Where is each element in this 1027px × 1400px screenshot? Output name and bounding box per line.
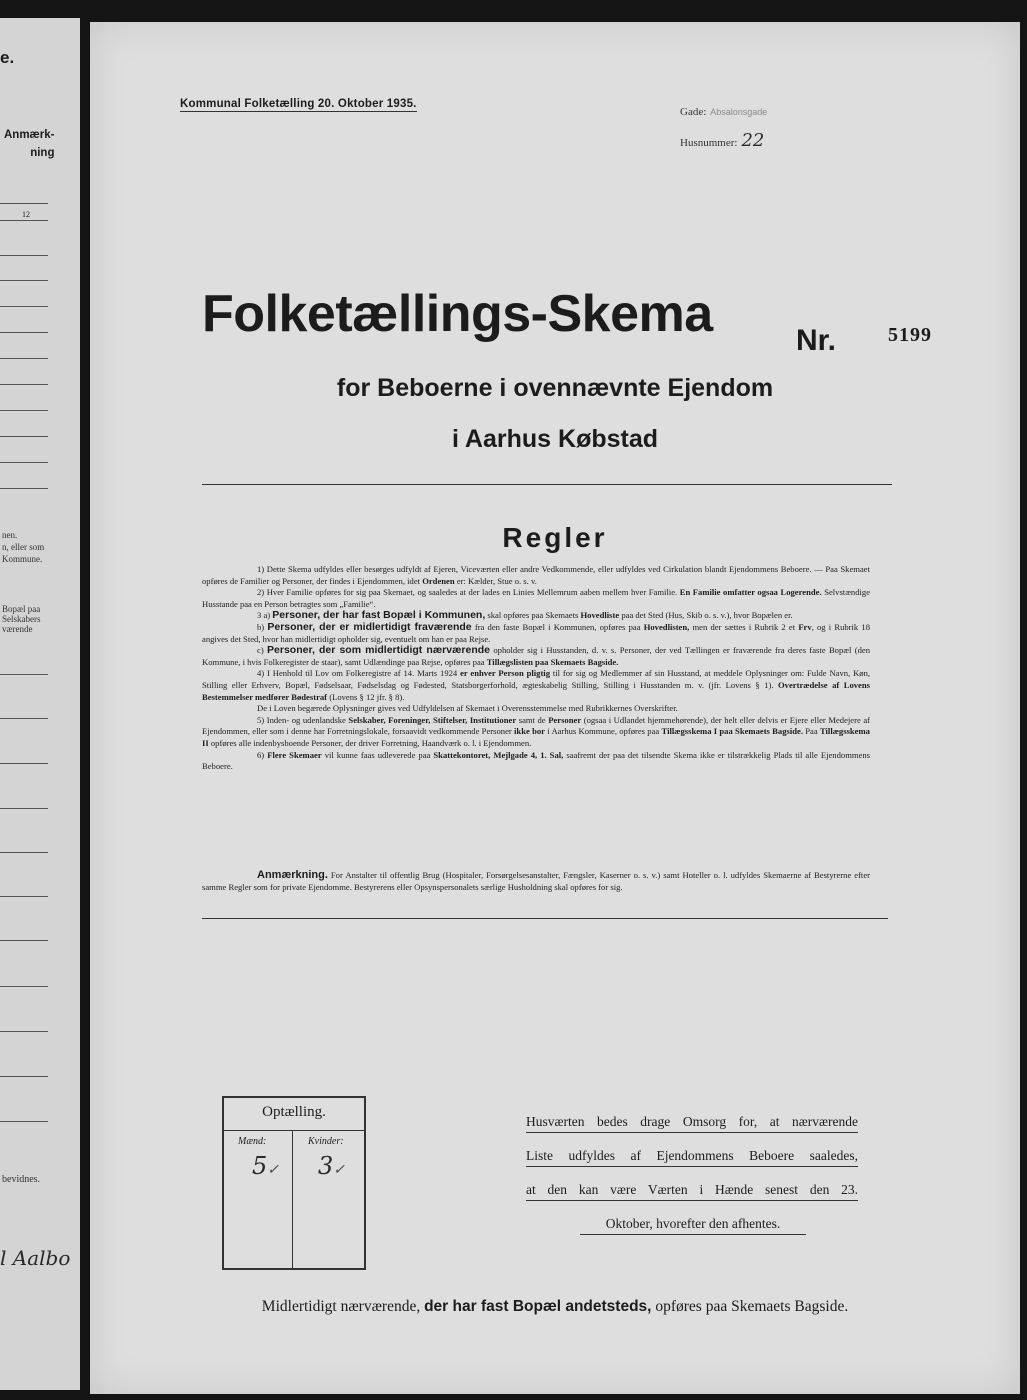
rule-2: 2) Hver Familie opføres for sig paa Skemaet, og saaledes at der lades en Linies Mellemrum aaben mellem hver Familie. En Familie omfatter ogsaa Logerende. Selvstændige Husstande paa en Person betragtes som „Familie“. bbox=[202, 587, 871, 609]
left-rule bbox=[0, 940, 48, 941]
left-rule bbox=[0, 852, 48, 853]
divider-rule bbox=[202, 484, 892, 485]
census-form-sheet bbox=[90, 22, 1020, 1394]
left-note-line: Bopæl paa bbox=[2, 604, 41, 614]
landlord-note-line: Liste udfyldes af Ejendommens Beboere saaledes, bbox=[526, 1148, 858, 1167]
left-rule bbox=[0, 436, 48, 437]
count-box-divider bbox=[292, 1130, 293, 1268]
left-note-line: bevidnes. bbox=[2, 1174, 41, 1185]
left-rule bbox=[0, 718, 48, 719]
women-label: Kvinder: bbox=[308, 1136, 344, 1147]
men-count: 5✓ bbox=[252, 1152, 280, 1180]
left-rule bbox=[0, 674, 48, 675]
rules-text bbox=[202, 564, 870, 773]
left-rule bbox=[0, 306, 48, 307]
left-rule bbox=[0, 462, 48, 463]
form-subtitle: for Beboerne i ovennævnte Ejendom bbox=[336, 374, 774, 402]
left-rule bbox=[0, 358, 48, 359]
left-rule bbox=[0, 986, 48, 987]
house-number-value: 22 bbox=[741, 130, 765, 151]
divider-rule bbox=[202, 918, 888, 919]
landlord-note-line: Oktober, hvorefter den afhentes. bbox=[580, 1216, 806, 1235]
left-rule bbox=[0, 280, 48, 281]
left-rule bbox=[0, 410, 48, 411]
left-rule bbox=[0, 255, 48, 256]
left-note-line: værende bbox=[2, 624, 33, 634]
left-rule bbox=[0, 763, 48, 764]
street-label: Gade: bbox=[680, 106, 707, 118]
left-rule bbox=[0, 488, 48, 489]
left-note-line: n, eller som bbox=[2, 542, 45, 552]
left-note-line: Selskabers bbox=[2, 614, 41, 624]
rule-6: 6) Flere Skemaer vil kunne faas udleverede paa Skattekontoret, Mejlgade 4, 1. Sal, saafremt der paa det tilsendte Skema ikke er tilstrækkelig Plads til alle Ejendommens Beboere. bbox=[202, 749, 871, 772]
women-count: 3✓ bbox=[318, 1152, 346, 1180]
rules-heading: Regler bbox=[502, 522, 608, 553]
house-number-label: Husnummer: bbox=[680, 137, 738, 149]
left-signature: l Aalbo bbox=[0, 1246, 71, 1270]
rule-4b: De i Loven begærede Oplysninger gives ved Udfyldelsen af Skemaet i Overensstemmelse med Rubrikkernes Overskrifter. bbox=[257, 703, 678, 714]
left-rule bbox=[0, 384, 48, 385]
landlord-note-line: at den kan være Værten i Hænde senest den 23. bbox=[526, 1182, 858, 1201]
rule-3a: 3 a) Personer, der har fast Bopæl i Kommunen, skal opføres paa Skemaets Hovedliste paa det Sted (Hus, Skib o. s. v.), hvor Bopælen er. bbox=[257, 609, 793, 622]
remark-body: For Anstalter til offentlig Brug (Hospitaler, Forsørgelsesanstalter, Fængsler, Kaserner o. s. v.) samt Hoteller o. l. udfyldes Skemaerne af Bestyrerne efter samme Regler som for private Ejendomme. Bestyrerens eller Opsynspersonalets særlige Husholdning skal opføres for sig. bbox=[202, 870, 870, 892]
remark-heading: Anmærkning. bbox=[257, 869, 328, 881]
rule-4: 4) I Henhold til Lov om Folkeregistre af 14. Marts 1924 er enhver Person pligtig til for sig og Medlemmer af sin Husstand, at meddele Oplysninger om: Fulde Navn, Køn, Stilling eller Erhverv, Bopæl, Fødselsaar, Fødselsdag og Fødested, Statsborgerforhold, ægteskabelig Stilling, Stilling i Husstanden m. v. (jfr. Lovens § 1). Overtrædelse af Lovens Bestemmelser medfører Bødestraf (Lovens § 12 jfr. § 8). bbox=[202, 668, 871, 702]
street-field bbox=[680, 102, 767, 120]
left-rule bbox=[0, 1031, 48, 1032]
check-mark-icon: ✓ bbox=[333, 1162, 346, 1178]
count-box-divider bbox=[224, 1130, 364, 1131]
street-value: Absalonsgade bbox=[710, 107, 768, 117]
left-page-fragment: e. bbox=[0, 48, 15, 67]
left-rule bbox=[0, 1076, 48, 1077]
census-date-line: Kommunal Folketælling 20. Oktober 1935. bbox=[180, 98, 417, 110]
left-rule bbox=[0, 220, 48, 221]
rule-3b: b) Personer, der er midlertidigt fraværende fra den faste Bopæl i Kommunen, opføres paa Hovedlisten, men der sættes i Rubrik 2 et Frv, og i Rubrik 18 angives det Sted, hvor han midlertidigt opholder sig, eventuelt om han er paa Rejse. bbox=[202, 620, 870, 644]
rule-1: 1) Dette Skema udfyldes eller besørges udfyldt af Ejeren, Viceværten eller andre Vedkommende, eller udfyldes ved Cirkulation blandt Ejendommens Beboere. — Paa Skemaet opføres de Familier og Personer, der findes i Ejendommen, idet Ordenen er: Kælder, Stue o. s. v. bbox=[202, 564, 870, 586]
count-box-title: Optælling. bbox=[262, 1104, 326, 1120]
rule-3c: c) Personer, der som midlertidigt nærværende opholder sig i Husstanden, d. v. s. Personer, der ved Tællingen er fraværende fra deres faste Bopæl (den Kommune, i hvis Folkeregister de staar), samt Udlændinge paa Rejse, opføres paa Tillægslisten paa Skemaets Bagside. bbox=[202, 644, 870, 667]
left-rule bbox=[0, 896, 48, 897]
house-number-field bbox=[680, 130, 764, 151]
rule-5: 5) Inden- og udenlandske Selskaber, Foreninger, Stiftelser, Institutioner samt de Personer (ogsaa i Udlandet hjemmehørende), der helt eller delvis er Ejere eller Medejere af Ejendommen, eller som i denne har Forretningslokale, forsaavidt vedkommende Personer ikke bor i Aarhus Kommune, opføres paa Tillægsskema I paa Skemaets Bagside. Paa Tillægsskema II opføres alle indenbysboende Personer, der driver Forretning, Haandværk o. l. i Ejendommen. bbox=[202, 714, 871, 748]
form-number: 5199 bbox=[888, 324, 932, 346]
left-column-header: Anmærk- ning bbox=[4, 129, 55, 159]
check-mark-icon: ✓ bbox=[267, 1162, 280, 1178]
form-number-label: Nr. bbox=[796, 324, 837, 357]
left-rule bbox=[0, 203, 48, 204]
footer-note: Midlertidigt nærværende, der har fast Bopæl andetsteds, opføres paa Skemaets Bagside. bbox=[261, 1298, 849, 1315]
form-subtitle-city: i Aarhus Købstad bbox=[451, 425, 659, 453]
left-rule bbox=[0, 332, 48, 333]
remark-text bbox=[202, 870, 870, 893]
count-box bbox=[222, 1096, 366, 1270]
form-title: Folketællings-Skema bbox=[202, 285, 713, 343]
left-page-strip bbox=[0, 18, 80, 1390]
left-note-line: Kommune. bbox=[2, 554, 43, 564]
men-label: Mænd: bbox=[238, 1136, 267, 1147]
left-column-number: 12 bbox=[22, 210, 30, 219]
left-note-line: nen. bbox=[2, 530, 18, 540]
left-rule bbox=[0, 1121, 48, 1122]
landlord-note-line: Husværten bedes drage Omsorg for, at nærværende bbox=[526, 1114, 858, 1133]
left-rule bbox=[0, 808, 48, 809]
